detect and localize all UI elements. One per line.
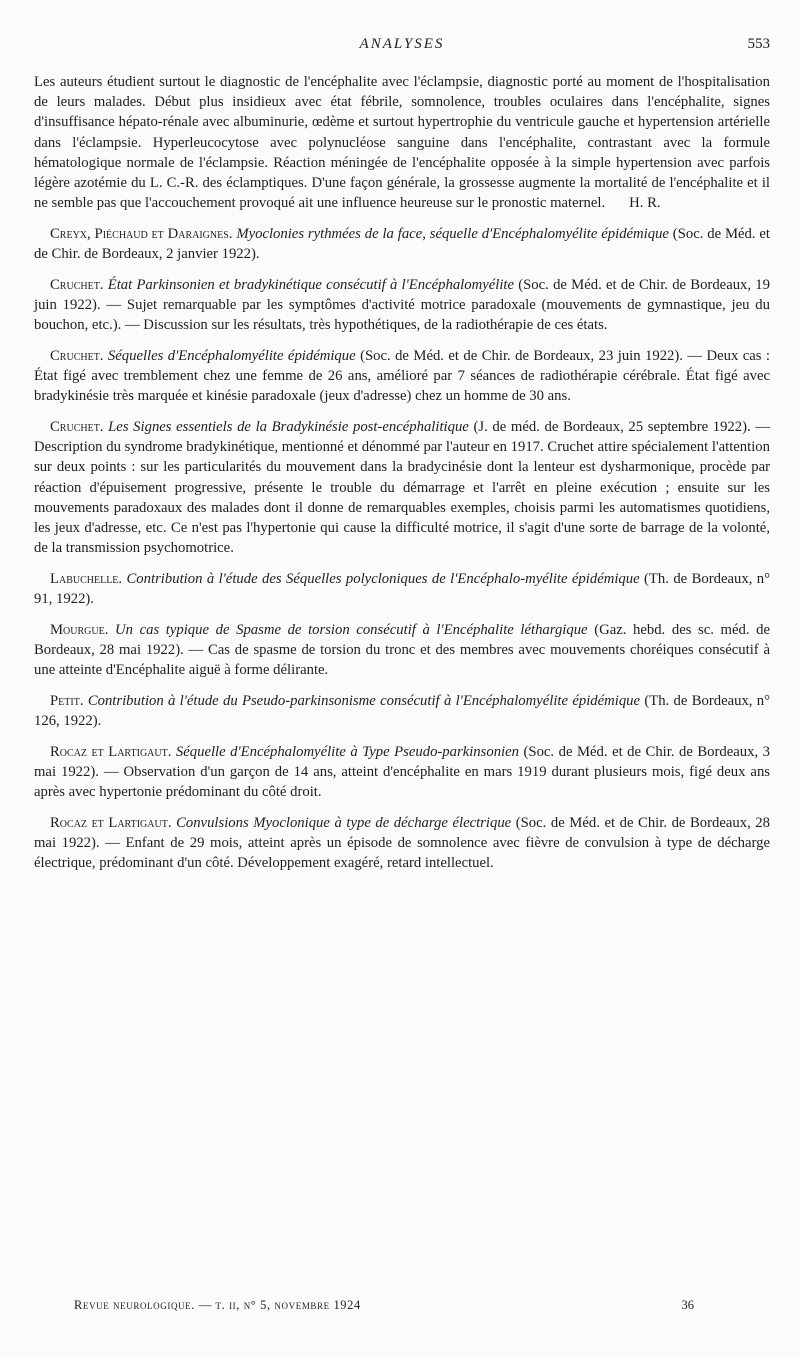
entry-details: (Th. de Bordeaux, n° 91, 1922).: [34, 570, 771, 608]
page-footer: [74, 1298, 694, 1318]
continuation-paragraph: [34, 72, 770, 213]
entry-authors: Cruchet.: [50, 419, 104, 436]
entry-authors: Cruchet.: [50, 276, 104, 293]
entry-details: (Soc. de Méd. et de Chir. de Bordeaux, 19 juin 1922). — Sujet remarquable par les symptômes d'activité motrice paradoxale (mouvements de gymnastique, jeu du bouchon, etc.). — Discussion sur les résultats, très hypothétiques, de la radiothérapie de ces états.: [34, 276, 770, 334]
page-number: 553: [747, 36, 770, 52]
entry-details: (Gaz. hebd. des sc. méd. de Bordeaux, 28 mai 1922). — Cas de spasme de torsion du tronc et des membres avec mouvements choréiques consécutif à une atteinte d'Encéphalite aiguë à forme délirante.: [34, 621, 770, 679]
entry-title: Séquelle d'Encéphalomyélite à Type Pseudo-parkinsonien: [175, 743, 519, 760]
entry-title: Un cas typique de Spasme de torsion consécutif à l'Encéphalite léthargique: [115, 621, 588, 638]
entry-title: Les Signes essentiels de la Bradykinésie post-encéphalitique: [108, 419, 469, 436]
running-title: ANALYSES: [359, 36, 445, 52]
entry-title: Séquelles d'Encéphalomyélite épidémique: [107, 347, 356, 364]
entry-authors: Cruchet.: [50, 347, 104, 364]
entry-details: (J. de méd. de Bordeaux, 25 septembre 1922). — Description du syndrome bradykinétique, mentionné et dénommé par l'auteur en 1917. Cruchet attire spécialement l'attention sur deux points : sur les particularités du mouvement dans la bradycinésie dont la lenteur est dysharmonique, procède par réaction d'épuisement progressive, présente le trouble du démarrage et l'arrêt en pleine exécution ; ensuite sur les mouvements paradoxaux des malades dont il donne de remarquables exemples, choisis parmi les automatismes quotidiens, les jeux d'adresse, etc. Ce n'est pas l'hypertonie qui cause la difficulté motrice, il s'agit d'une sorte de barrage de la volonté, de la transmission psychomotrice.: [34, 419, 771, 557]
entry-title: État Parkinsonien et bradykinétique consécutif à l'Encéphalomyélite: [107, 276, 514, 293]
entry-authors: Labuchelle.: [50, 570, 123, 587]
page-body: [34, 72, 770, 874]
journal-line: Revue neurologique. — t. ii, n° 5, novembre 1924: [74, 1298, 361, 1312]
continuation-text: Les auteurs étudient surtout le diagnostic de l'encéphalite avec l'éclampsie, diagnostic porté au moment de l'hospitalisation de leurs malades. Début plus insidieux avec état fébrile, somnolence, troubles oculaires dans l'encéphalite, signes d'insuffisance hépato-rénale avec albuminurie, œdème et surtout hypertrophie du ventricule gauche et hypertension artérielle dans l'éclampsie. Hyperleucocytose avec polynucléose sanguine dans l'encéphalite, contrastant avec la formule hématologique normale de l'éclampsie. Réaction méningée de l'encéphalite opposée à la simple hypertension avec parfois légère azotémie du L. C.-R. des éclamptiques. D'une façon générale, la grossesse augmente la mortalité de l'encéphalite et il ne semble pas que l'accouchement provoqué ait une influence heureuse sur le pronostic maternel.: [34, 74, 770, 212]
bibliography-entry: [34, 569, 770, 609]
entry-details: (Soc. de Méd. et de Chir. de Bordeaux, 23 juin 1922). — Deux cas : État figé avec tremblement chez une femme de 26 ans, amélioré par 7 séances de radiothérapie cérébrale. État figé avec bradykinésie très marquée et kinésie paradoxale (jeux d'adresse) chez un homme de 30 ans.: [34, 347, 771, 405]
signature-number: 36: [681, 1298, 694, 1312]
bibliography-entry: [34, 813, 770, 874]
entry-authors: Rocaz et Lartigaut.: [50, 743, 172, 760]
entry-title: Myoclonies rythmées de la face, séquelle d'Encéphalomyélite épidémique: [236, 225, 669, 242]
entry-details: (Soc. de Méd. et de Chir. de Bordeaux, 3 mai 1922). — Observation d'un garçon de 14 ans, atteint d'encéphalite en mars 1919 durant plusieurs mois, figé deux ans après avec hypertonie prédominant du côté droit.: [34, 743, 771, 801]
entry-authors: Mourgue.: [50, 621, 109, 638]
reviewer-initials: H. R.: [629, 195, 661, 212]
page-header: [34, 36, 770, 58]
bibliography-entry: [34, 742, 770, 803]
entry-authors: Petit.: [50, 692, 84, 709]
bibliography-entry: [34, 275, 770, 336]
bibliography-entry: [34, 691, 770, 731]
entry-authors: Rocaz et Lartigaut.: [50, 815, 172, 831]
bibliography-entry: [34, 346, 770, 407]
entry-authors: Creyx, Piéchaud et Daraignes.: [50, 225, 233, 242]
entry-title: Contribution à l'étude du Pseudo-parkinsonisme consécutif à l'Encéphalomyélite épidémique: [87, 692, 641, 709]
entry-title: Convulsions Myoclonique à type de décharge électrique: [176, 815, 512, 831]
entry-title: Contribution à l'étude des Séquelles polycloniques de l'Encéphalo-myélite épidémique: [126, 570, 640, 587]
entry-details: (Soc. de Méd. et de Chir. de Bordeaux, 28 mai 1922). — Enfant de 29 mois, atteint après un épisode de somnolence avec fièvre de convulsion à type de décharge électrique, prédominant d'un côté. Développement exagéré, retard intellectuel.: [34, 815, 770, 872]
bibliography-entry: [34, 620, 770, 681]
bibliography-entry: [34, 224, 770, 264]
entry-details: (Soc. de Méd. et de Chir. de Bordeaux, 2 janvier 1922).: [34, 225, 771, 263]
entry-details: (Th. de Bordeaux, n° 126, 1922).: [34, 692, 770, 730]
bibliography-entry: [34, 417, 770, 558]
